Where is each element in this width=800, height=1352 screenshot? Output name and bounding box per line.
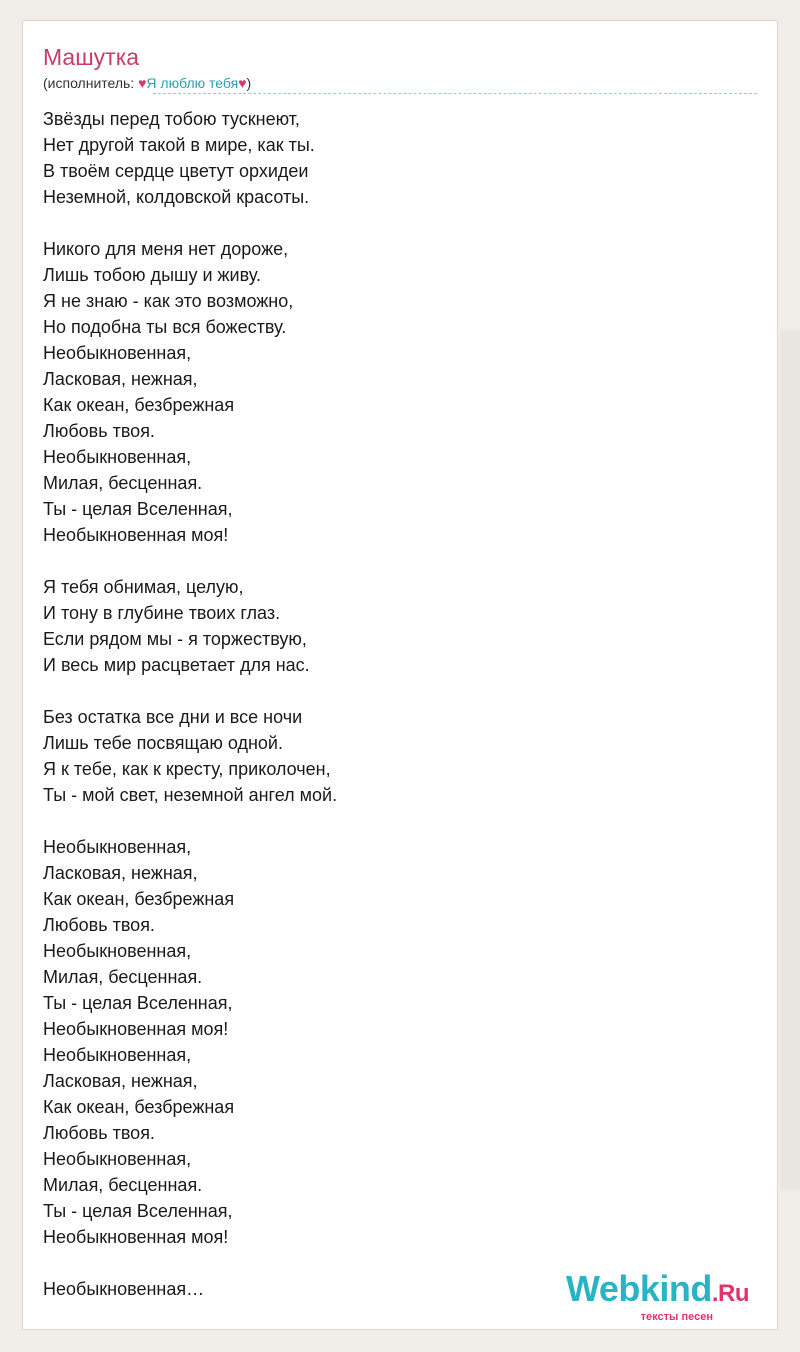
lyric-line: Необыкновенная, [43, 941, 192, 961]
lyric-line: Милая, бесценная. [43, 473, 203, 493]
lyric-line: Необыкновенная, [43, 447, 192, 467]
lyric-line: Без остатка все дни и все ночи [43, 707, 303, 727]
heart-icon: ♥ [238, 75, 247, 91]
lyric-line: Если рядом мы - я торжествую, [43, 629, 307, 649]
artist-prefix: (исполнитель: [43, 75, 139, 91]
logo-wordmark: Webkind.Ru [565, 1268, 749, 1309]
heart-icon: ♥ [138, 75, 147, 91]
lyric-line: Необыкновенная моя! [43, 1227, 229, 1247]
lyric-line: И тону в глубине твоих глаз. [43, 603, 281, 623]
lyric-line: Любовь твоя. [43, 1123, 155, 1143]
lyric-line: Ласковая, нежная, [43, 369, 198, 389]
lyrics-text [43, 106, 743, 1302]
lyric-line: Как океан, безбрежная [43, 395, 235, 415]
divider [153, 93, 757, 94]
lyric-line: Милая, бесценная. [43, 1175, 203, 1195]
stanza-break [43, 678, 743, 704]
stanza-break [43, 548, 743, 574]
lyric-line: В твоём сердце цветут орхидеи [43, 161, 309, 181]
lyric-line: Необыкновенная, [43, 343, 192, 363]
lyric-line: Лишь тобою дышу и живу. [43, 265, 261, 285]
lyric-line: Любовь твоя. [43, 421, 155, 441]
song-title: Машутка [43, 44, 140, 70]
lyric-line: Необыкновенная, [43, 1045, 192, 1065]
lyric-line: Ты - целая Вселенная, [43, 993, 233, 1013]
lyric-line: Необыкновенная… [43, 1279, 205, 1299]
lyric-line: Никого для меня нет дороже, [43, 239, 289, 259]
lyric-line: Ты - целая Вселенная, [43, 499, 233, 519]
lyric-line: Я к тебе, как к кресту, приколочен, [43, 759, 331, 779]
stanza-break [43, 210, 743, 236]
lyric-line: Я тебя обнимая, целую, [43, 577, 244, 597]
webkind-logo[interactable] [565, 1268, 749, 1323]
lyric-line: Лишь тебе посвящаю одной. [43, 733, 283, 753]
artist-line [43, 74, 251, 92]
artist-name: Я люблю тебя [146, 75, 239, 91]
artist-suffix: ) [246, 75, 252, 91]
lyric-line: Как океан, безбрежная [43, 1097, 235, 1117]
lyric-line: Милая, бесценная. [43, 967, 203, 987]
lyric-line: Необыкновенная моя! [43, 1019, 229, 1039]
lyric-line: Ты - мой свет, неземной ангел мой. [43, 785, 338, 805]
lyric-line: И весь мир расцветает для нас. [43, 655, 310, 675]
lyric-line: Нет другой такой в мире, как ты. [43, 135, 315, 155]
lyric-line: Но подобна ты вся божеству. [43, 317, 287, 337]
lyric-line: Ласковая, нежная, [43, 863, 198, 883]
lyrics-card [22, 20, 778, 1330]
lyric-line: Любовь твоя. [43, 915, 155, 935]
artist-link[interactable] [138, 75, 246, 91]
page-side-shadow [780, 330, 800, 1190]
lyric-line: Звёзды перед тобою тускнеют, [43, 109, 300, 129]
lyric-line: Как океан, безбрежная [43, 889, 235, 909]
lyric-line: Необыкновенная моя! [43, 525, 229, 545]
lyric-line: Я не знаю - как это возможно, [43, 291, 294, 311]
lyric-line: Необыкновенная, [43, 837, 192, 857]
lyric-line: Необыкновенная, [43, 1149, 192, 1169]
lyric-line: Неземной, колдовской красоты. [43, 187, 310, 207]
stanza-break [43, 808, 743, 834]
lyric-line: Ты - целая Вселенная, [43, 1201, 233, 1221]
lyric-line: Ласковая, нежная, [43, 1071, 198, 1091]
logo-tagline: тексты песен [640, 1311, 713, 1323]
